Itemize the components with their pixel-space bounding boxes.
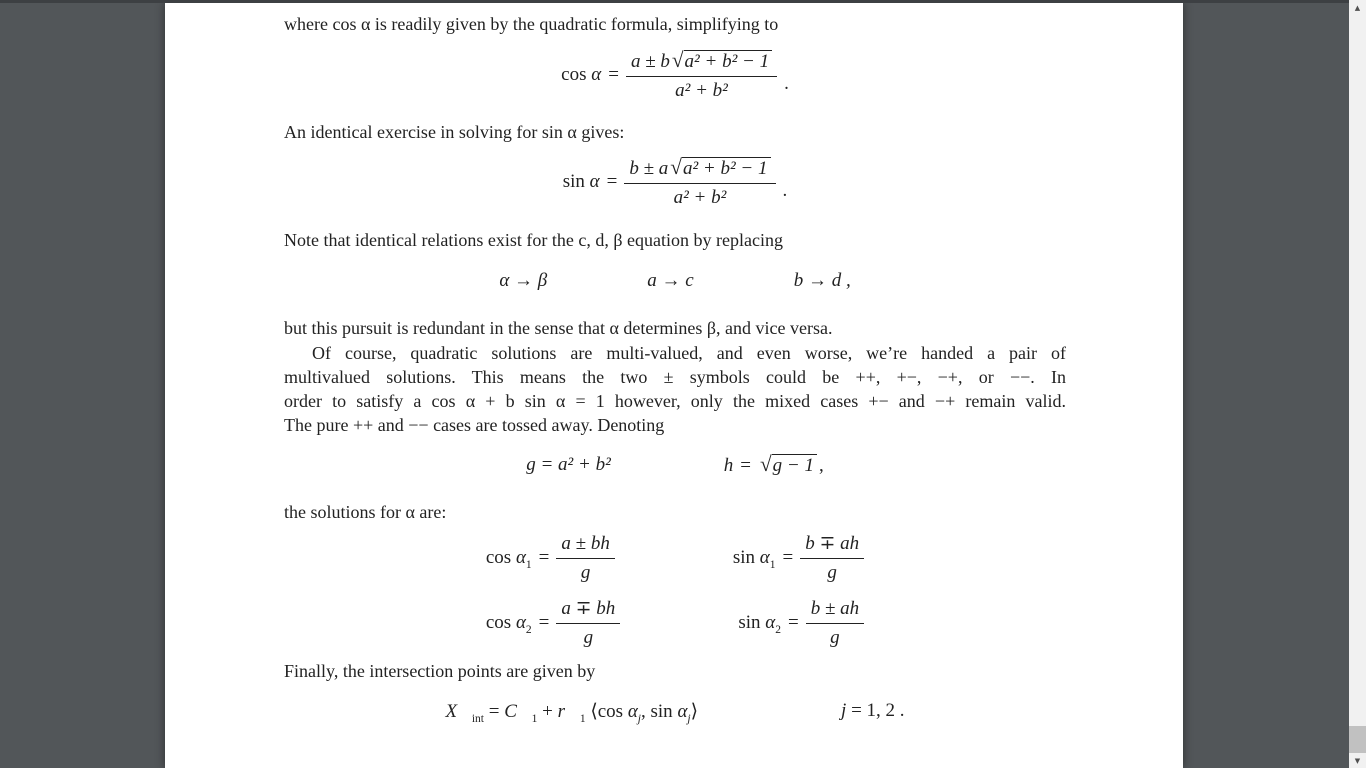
text-line-finally: Finally, the intersection points are given by xyxy=(284,661,596,681)
fraction xyxy=(800,532,864,584)
function-sin: sin xyxy=(738,612,766,633)
paragraph-line: order to satisfy a cos α + b sin α = 1 however, only the mixed cases +− and −+ remain valid. xyxy=(284,391,1066,411)
subscript: 2 xyxy=(525,623,532,636)
var-alpha: α xyxy=(677,700,688,722)
solution-sin-alpha1 xyxy=(733,532,864,584)
replacement-b-d: b → d , xyxy=(793,270,851,291)
definition-g: g = a² + b² xyxy=(526,454,611,475)
equation-cos-alpha xyxy=(284,45,1066,105)
viewer-top-edge xyxy=(0,0,1349,3)
solution-cos-alpha1 xyxy=(486,533,615,584)
fraction xyxy=(556,597,620,649)
denominator: g xyxy=(830,626,840,648)
var-alpha: α xyxy=(589,170,600,192)
equals-sign: = xyxy=(483,700,505,722)
equals-sign: = xyxy=(787,612,799,633)
equals-sign: = xyxy=(606,170,618,192)
denominator: g xyxy=(583,627,594,648)
subscript: 1 xyxy=(769,558,776,571)
var-alpha: α xyxy=(515,612,526,633)
denominator: a² + b² xyxy=(673,187,727,209)
fraction xyxy=(624,155,775,210)
comma: , xyxy=(819,455,824,477)
function-sin: sin xyxy=(562,170,590,192)
paragraph-line: Of course, quadratic solutions are multi-valued, and even worse, we’re handed a pair of xyxy=(312,343,1066,363)
var-h: h xyxy=(723,455,734,477)
left-angle-bracket: ⟨ xyxy=(585,700,598,722)
subscript-int: int xyxy=(471,712,484,725)
radicand: g − 1 xyxy=(772,454,817,478)
intersection-formula xyxy=(445,700,698,723)
numerator: a ± bh xyxy=(556,533,614,559)
scroll-down-arrow-icon: ▼ xyxy=(1354,756,1361,765)
denominator: g xyxy=(580,561,591,583)
equation-solutions-alpha1 xyxy=(284,530,1066,586)
scrollbar[interactable] xyxy=(1349,0,1366,768)
comma: , xyxy=(641,700,651,722)
radicand: a² + b² − 1 xyxy=(684,50,773,74)
subscript-j: j xyxy=(687,712,691,725)
numerator-prefix: b ± a xyxy=(629,157,669,179)
radicand: a² + b² − 1 xyxy=(682,157,771,181)
function-cos: cos xyxy=(485,547,516,568)
scrollbar-thumb[interactable] xyxy=(1349,726,1366,753)
sqrt-sign: √ xyxy=(760,452,772,477)
equals-sign: = xyxy=(782,547,794,568)
numerator: b ± ah xyxy=(806,598,864,624)
viewer-right-margin xyxy=(1183,0,1349,768)
replacement-a-c: a → c xyxy=(647,270,694,291)
numerator-prefix: a ± b xyxy=(630,50,670,72)
function-sin: sin xyxy=(650,700,678,722)
period: . xyxy=(784,72,789,94)
var-j: j xyxy=(841,700,847,721)
fraction xyxy=(556,533,614,584)
math-cos-alpha xyxy=(561,48,789,103)
text-line-redundant: but this pursuit is redundant in the sense that α determines β, and vice versa. xyxy=(284,318,833,338)
paragraph-line: multivalued solutions. This means the two ± symbols could be ++, +−, −+, or −−. In xyxy=(284,367,1066,387)
function-cos: cos xyxy=(561,63,592,85)
text-line-solutions: the solutions for α are: xyxy=(284,502,447,522)
equation-g-h xyxy=(284,449,1066,481)
text-line-note: Note that identical relations exist for the c, d, β equation by replacing xyxy=(284,230,783,250)
equals-sign: = xyxy=(608,63,619,85)
var-alpha: α xyxy=(515,547,526,568)
var-alpha: α xyxy=(591,63,602,85)
equation-replacements xyxy=(284,269,1066,293)
fraction xyxy=(626,48,777,103)
right-angle-bracket: ⟩ xyxy=(690,700,699,722)
period: . xyxy=(782,179,788,201)
function-cos: cos xyxy=(597,700,628,722)
vector-X: X⃗ xyxy=(445,700,472,722)
solution-sin-alpha2 xyxy=(738,598,864,649)
text-line-where: where cos α is readily given by the quadratic formula, simplifying to xyxy=(284,14,779,34)
sqrt-sign: √ xyxy=(671,47,684,72)
equals-sign: = xyxy=(538,612,550,633)
numerator: b ∓ ah xyxy=(800,532,864,559)
scroll-down-button[interactable] xyxy=(1349,753,1366,768)
plus-sign: + xyxy=(537,700,558,722)
function-sin: sin xyxy=(732,547,760,568)
equals-sign: = xyxy=(740,455,751,477)
index-values: = 1, 2 . xyxy=(846,700,905,721)
text-line-identical: An identical exercise in solving for sin α gives: xyxy=(284,122,625,142)
scroll-up-button[interactable] xyxy=(1349,0,1366,15)
definition-h xyxy=(724,452,824,478)
vector-r: r⃗ xyxy=(557,700,580,722)
equation-intersection xyxy=(284,694,1066,728)
function-cos: cos xyxy=(485,612,516,633)
var-alpha: α xyxy=(627,700,638,722)
intersection-index-condition xyxy=(841,700,905,722)
denominator: a² + b² xyxy=(675,80,728,102)
sqrt-sign: √ xyxy=(670,154,682,179)
var-alpha: α xyxy=(765,612,776,633)
equation-solutions-alpha2 xyxy=(284,595,1066,651)
equals-sign: = xyxy=(538,547,550,568)
subscript-j: j xyxy=(637,712,641,725)
fraction xyxy=(806,598,864,649)
paragraph-line: The pure ++ and −− cases are tossed away. Denoting xyxy=(284,415,665,435)
paragraph-of-course xyxy=(284,341,1066,437)
var-alpha: α xyxy=(759,547,770,568)
numerator: a ∓ bh xyxy=(556,597,620,624)
pdf-page xyxy=(165,3,1183,768)
vector-C: C⃗ xyxy=(504,700,532,722)
equation-sin-alpha xyxy=(284,153,1066,211)
subscript: 1 xyxy=(579,712,586,725)
subscript: 1 xyxy=(525,558,532,571)
subscript: 1 xyxy=(531,712,538,725)
viewer-left-margin xyxy=(0,0,165,768)
scroll-up-arrow-icon: ▲ xyxy=(1354,3,1361,12)
math-sin-alpha xyxy=(563,155,788,210)
denominator: g xyxy=(827,562,837,583)
subscript: 2 xyxy=(775,623,781,636)
replacement-alpha-beta: α → β xyxy=(499,270,548,291)
solution-cos-alpha2 xyxy=(486,597,620,649)
